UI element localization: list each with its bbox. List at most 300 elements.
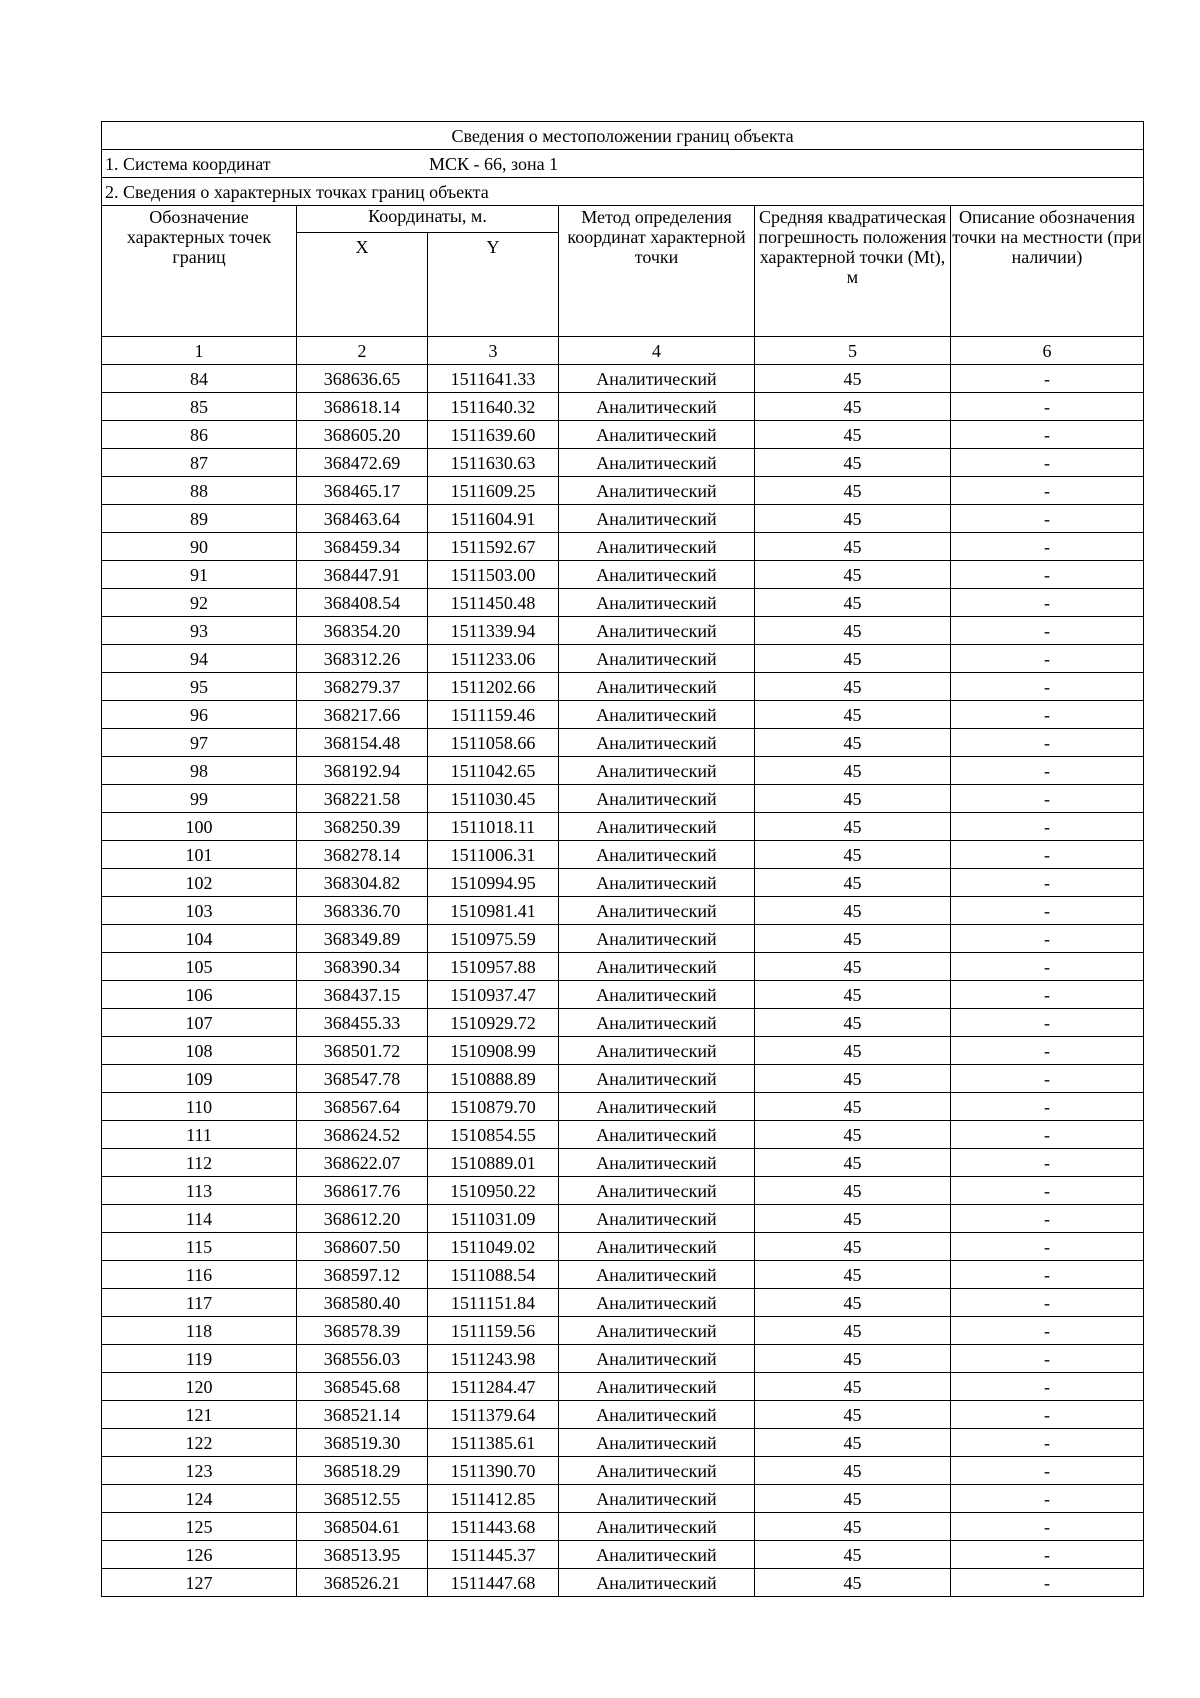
error-cell: 45 [755,1457,951,1485]
error-cell: 45 [755,925,951,953]
point-id-cell: 98 [102,757,297,785]
description-cell: - [951,1569,1144,1597]
point-id-cell: 88 [102,477,297,505]
point-id-cell: 107 [102,1009,297,1037]
error-cell: 45 [755,785,951,813]
description-cell: - [951,1457,1144,1485]
point-id-cell: 97 [102,729,297,757]
y-coord-cell: 1511641.33 [428,365,559,393]
y-coord-cell: 1511445.37 [428,1541,559,1569]
method-cell: Аналитический [559,925,755,953]
method-cell: Аналитический [559,1009,755,1037]
y-coord-cell: 1510908.99 [428,1037,559,1065]
y-coord-cell: 1510879.70 [428,1093,559,1121]
x-coord-cell: 368512.55 [297,1485,428,1513]
point-id-cell: 90 [102,533,297,561]
table-row [102,533,1144,561]
description-cell: - [951,841,1144,869]
table-row [102,1513,1144,1541]
method-cell: Аналитический [559,1317,755,1345]
method-cell: Аналитический [559,1261,755,1289]
table-row [102,1149,1144,1177]
error-cell: 45 [755,449,951,477]
point-id-cell: 96 [102,701,297,729]
x-coord-cell: 368312.26 [297,645,428,673]
method-cell: Аналитический [559,1037,755,1065]
description-cell: - [951,1401,1144,1429]
x-coord-cell: 368624.52 [297,1121,428,1149]
description-cell: - [951,813,1144,841]
x-coord-cell: 368526.21 [297,1569,428,1597]
description-cell: - [951,1513,1144,1541]
method-cell: Аналитический [559,953,755,981]
description-cell: - [951,533,1144,561]
error-cell: 45 [755,757,951,785]
table-row [102,1233,1144,1261]
point-id-cell: 101 [102,841,297,869]
table-row [102,953,1144,981]
method-cell: Аналитический [559,533,755,561]
point-id-cell: 121 [102,1401,297,1429]
table-row [102,1373,1144,1401]
error-cell: 45 [755,1401,951,1429]
x-coord-cell: 368336.70 [297,897,428,925]
x-coord-cell: 368618.14 [297,393,428,421]
description-cell: - [951,701,1144,729]
table-row [102,365,1144,393]
point-id-cell: 119 [102,1345,297,1373]
error-cell: 45 [755,1317,951,1345]
method-cell: Аналитический [559,1205,755,1233]
y-coord-cell: 1510854.55 [428,1121,559,1149]
x-coord-cell: 368578.39 [297,1317,428,1345]
method-cell: Аналитический [559,421,755,449]
table-row [102,1541,1144,1569]
error-cell: 45 [755,1009,951,1037]
point-id-cell: 92 [102,589,297,617]
y-coord-cell: 1511151.84 [428,1289,559,1317]
method-cell: Аналитический [559,1093,755,1121]
y-coord-cell: 1511640.32 [428,393,559,421]
y-coord-cell: 1511018.11 [428,813,559,841]
table-row [102,1569,1144,1597]
y-coord-cell: 1511284.47 [428,1373,559,1401]
method-cell: Аналитический [559,365,755,393]
table-row [102,1457,1144,1485]
point-id-cell: 126 [102,1541,297,1569]
header-method: Метод определения координат характерной точки [559,206,755,337]
point-id-cell: 116 [102,1261,297,1289]
x-coord-cell: 368250.39 [297,813,428,841]
error-cell: 45 [755,1037,951,1065]
point-id-cell: 94 [102,645,297,673]
table-row [102,1009,1144,1037]
x-coord-cell: 368504.61 [297,1513,428,1541]
error-cell: 45 [755,1093,951,1121]
description-cell: - [951,1429,1144,1457]
description-cell: - [951,673,1144,701]
table-row [102,897,1144,925]
y-coord-cell: 1511159.46 [428,701,559,729]
table-title: Сведения о местоположении границ объекта [102,122,1144,150]
description-cell: - [951,589,1144,617]
table-row [102,561,1144,589]
point-id-cell: 120 [102,1373,297,1401]
x-coord-cell: 368304.82 [297,869,428,897]
description-cell: - [951,1205,1144,1233]
description-cell: - [951,869,1144,897]
description-cell: - [951,365,1144,393]
error-cell: 45 [755,1485,951,1513]
description-cell: - [951,1345,1144,1373]
y-coord-cell: 1511609.25 [428,477,559,505]
point-id-cell: 127 [102,1569,297,1597]
error-cell: 45 [755,421,951,449]
description-cell: - [951,393,1144,421]
point-id-cell: 112 [102,1149,297,1177]
coordinate-system-label: 1. Система координат [105,153,271,174]
x-coord-cell: 368513.95 [297,1541,428,1569]
y-coord-cell: 1510994.95 [428,869,559,897]
description-cell: - [951,897,1144,925]
point-id-cell: 95 [102,673,297,701]
table-row [102,617,1144,645]
method-cell: Аналитический [559,1569,755,1597]
y-coord-cell: 1511503.00 [428,561,559,589]
y-coord-cell: 1511243.98 [428,1345,559,1373]
method-cell: Аналитический [559,617,755,645]
y-coord-cell: 1511630.63 [428,449,559,477]
point-id-cell: 103 [102,897,297,925]
table-row [102,477,1144,505]
description-cell: - [951,953,1144,981]
column-number: 6 [951,337,1144,365]
point-id-cell: 122 [102,1429,297,1457]
coordinate-system-row [102,150,1144,178]
x-coord-cell: 368636.65 [297,365,428,393]
point-id-cell: 110 [102,1093,297,1121]
x-coord-cell: 368463.64 [297,505,428,533]
description-cell: - [951,1541,1144,1569]
method-cell: Аналитический [559,589,755,617]
description-cell: - [951,1065,1144,1093]
error-cell: 45 [755,1205,951,1233]
header-y: Y [428,233,559,337]
method-cell: Аналитический [559,673,755,701]
table-row [102,841,1144,869]
method-cell: Аналитический [559,1485,755,1513]
point-id-cell: 113 [102,1177,297,1205]
column-number: 3 [428,337,559,365]
method-cell: Аналитический [559,449,755,477]
header-x: X [297,233,428,337]
method-cell: Аналитический [559,1457,755,1485]
table-row [102,1121,1144,1149]
y-coord-cell: 1511058.66 [428,729,559,757]
y-coord-cell: 1511088.54 [428,1261,559,1289]
x-coord-cell: 368354.20 [297,617,428,645]
error-cell: 45 [755,1121,951,1149]
point-id-cell: 100 [102,813,297,841]
method-cell: Аналитический [559,841,755,869]
header-coordinates: Координаты, м. [297,206,559,233]
table-row [102,645,1144,673]
point-id-cell: 111 [102,1121,297,1149]
point-id-cell: 91 [102,561,297,589]
x-coord-cell: 368622.07 [297,1149,428,1177]
method-cell: Аналитический [559,1541,755,1569]
y-coord-cell: 1510888.89 [428,1065,559,1093]
table-row [102,813,1144,841]
header-error: Средняя квадратическая погрешность положения характерной точки (Mt), м [755,206,951,337]
method-cell: Аналитический [559,981,755,1009]
method-cell: Аналитический [559,1177,755,1205]
error-cell: 45 [755,1569,951,1597]
x-coord-cell: 368278.14 [297,841,428,869]
table-row [102,1093,1144,1121]
table-row [102,1289,1144,1317]
y-coord-cell: 1511379.64 [428,1401,559,1429]
description-cell: - [951,1149,1144,1177]
description-cell: - [951,617,1144,645]
point-id-cell: 84 [102,365,297,393]
column-number: 5 [755,337,951,365]
description-cell: - [951,1233,1144,1261]
table-row [102,673,1144,701]
description-cell: - [951,1093,1144,1121]
error-cell: 45 [755,393,951,421]
error-cell: 45 [755,1541,951,1569]
error-cell: 45 [755,1429,951,1457]
header-description: Описание обозначения точки на местности (при наличии) [951,206,1144,337]
description-cell: - [951,1485,1144,1513]
x-coord-cell: 368390.34 [297,953,428,981]
error-cell: 45 [755,645,951,673]
error-cell: 45 [755,897,951,925]
x-coord-cell: 368192.94 [297,757,428,785]
method-cell: Аналитический [559,813,755,841]
y-coord-cell: 1510929.72 [428,1009,559,1037]
x-coord-cell: 368518.29 [297,1457,428,1485]
table-row [102,785,1144,813]
x-coord-cell: 368221.58 [297,785,428,813]
table-row [102,1485,1144,1513]
error-cell: 45 [755,589,951,617]
method-cell: Аналитический [559,505,755,533]
table-row [102,1037,1144,1065]
description-cell: - [951,1317,1144,1345]
point-id-cell: 89 [102,505,297,533]
error-cell: 45 [755,1261,951,1289]
table-row [102,1345,1144,1373]
table-row [102,393,1144,421]
method-cell: Аналитический [559,1345,755,1373]
error-cell: 45 [755,1233,951,1261]
error-cell: 45 [755,365,951,393]
error-cell: 45 [755,729,951,757]
point-id-cell: 86 [102,421,297,449]
y-coord-cell: 1511006.31 [428,841,559,869]
x-coord-cell: 368447.91 [297,561,428,589]
y-coord-cell: 1510981.41 [428,897,559,925]
error-cell: 45 [755,561,951,589]
table-row [102,757,1144,785]
column-number: 2 [297,337,428,365]
x-coord-cell: 368408.54 [297,589,428,617]
error-cell: 45 [755,841,951,869]
method-cell: Аналитический [559,645,755,673]
method-cell: Аналитический [559,701,755,729]
error-cell: 45 [755,701,951,729]
description-cell: - [951,981,1144,1009]
table-body [102,365,1144,1597]
y-coord-cell: 1511604.91 [428,505,559,533]
description-cell: - [951,1121,1144,1149]
method-cell: Аналитический [559,1429,755,1457]
error-cell: 45 [755,1345,951,1373]
x-coord-cell: 368607.50 [297,1233,428,1261]
method-cell: Аналитический [559,869,755,897]
header-designation: Обозначение характерных точек границ [102,206,297,337]
table-row [102,1261,1144,1289]
x-coord-cell: 368580.40 [297,1289,428,1317]
error-cell: 45 [755,1289,951,1317]
table-row [102,729,1144,757]
method-cell: Аналитический [559,1149,755,1177]
table-row [102,1429,1144,1457]
y-coord-cell: 1511450.48 [428,589,559,617]
y-coord-cell: 1511390.70 [428,1457,559,1485]
method-cell: Аналитический [559,1121,755,1149]
y-coord-cell: 1511412.85 [428,1485,559,1513]
x-coord-cell: 368556.03 [297,1345,428,1373]
x-coord-cell: 368519.30 [297,1429,428,1457]
y-coord-cell: 1511030.45 [428,785,559,813]
x-coord-cell: 368545.68 [297,1373,428,1401]
x-coord-cell: 368521.14 [297,1401,428,1429]
method-cell: Аналитический [559,1373,755,1401]
method-cell: Аналитический [559,1401,755,1429]
x-coord-cell: 368349.89 [297,925,428,953]
y-coord-cell: 1510957.88 [428,953,559,981]
error-cell: 45 [755,981,951,1009]
point-id-cell: 106 [102,981,297,1009]
method-cell: Аналитический [559,897,755,925]
x-coord-cell: 368465.17 [297,477,428,505]
x-coord-cell: 368437.15 [297,981,428,1009]
table-row [102,449,1144,477]
point-id-cell: 93 [102,617,297,645]
y-coord-cell: 1511385.61 [428,1429,559,1457]
y-coord-cell: 1511592.67 [428,533,559,561]
method-cell: Аналитический [559,1513,755,1541]
method-cell: Аналитический [559,393,755,421]
point-id-cell: 117 [102,1289,297,1317]
table-row [102,925,1144,953]
table-row [102,1177,1144,1205]
description-cell: - [951,505,1144,533]
table-row [102,1205,1144,1233]
error-cell: 45 [755,1513,951,1541]
y-coord-cell: 1510950.22 [428,1177,559,1205]
point-id-cell: 108 [102,1037,297,1065]
point-id-cell: 123 [102,1457,297,1485]
table-row [102,1317,1144,1345]
description-cell: - [951,1261,1144,1289]
table-row [102,421,1144,449]
table-row [102,589,1144,617]
error-cell: 45 [755,1149,951,1177]
error-cell: 45 [755,1373,951,1401]
table-row [102,1401,1144,1429]
description-cell: - [951,757,1144,785]
error-cell: 45 [755,1065,951,1093]
x-coord-cell: 368567.64 [297,1093,428,1121]
error-cell: 45 [755,533,951,561]
error-cell: 45 [755,953,951,981]
x-coord-cell: 368279.37 [297,673,428,701]
table-row [102,505,1144,533]
x-coord-cell: 368472.69 [297,449,428,477]
point-id-cell: 109 [102,1065,297,1093]
description-cell: - [951,785,1144,813]
method-cell: Аналитический [559,561,755,589]
method-cell: Аналитический [559,1065,755,1093]
description-cell: - [951,645,1144,673]
description-cell: - [951,421,1144,449]
point-id-cell: 124 [102,1485,297,1513]
description-cell: - [951,1009,1144,1037]
boundary-points-table [101,121,1144,1597]
x-coord-cell: 368154.48 [297,729,428,757]
point-id-cell: 114 [102,1205,297,1233]
error-cell: 45 [755,1177,951,1205]
point-id-cell: 99 [102,785,297,813]
description-cell: - [951,1177,1144,1205]
column-number: 1 [102,337,297,365]
y-coord-cell: 1511159.56 [428,1317,559,1345]
description-cell: - [951,729,1144,757]
method-cell: Аналитический [559,477,755,505]
table-row [102,981,1144,1009]
y-coord-cell: 1511049.02 [428,1233,559,1261]
point-id-cell: 118 [102,1317,297,1345]
x-coord-cell: 368455.33 [297,1009,428,1037]
method-cell: Аналитический [559,1233,755,1261]
method-cell: Аналитический [559,729,755,757]
point-id-cell: 85 [102,393,297,421]
y-coord-cell: 1510975.59 [428,925,559,953]
description-cell: - [951,449,1144,477]
y-coord-cell: 1511202.66 [428,673,559,701]
x-coord-cell: 368597.12 [297,1261,428,1289]
y-coord-cell: 1511339.94 [428,617,559,645]
x-coord-cell: 368547.78 [297,1065,428,1093]
method-cell: Аналитический [559,1289,755,1317]
y-coord-cell: 1511031.09 [428,1205,559,1233]
description-cell: - [951,925,1144,953]
point-id-cell: 115 [102,1233,297,1261]
y-coord-cell: 1511447.68 [428,1569,559,1597]
error-cell: 45 [755,869,951,897]
table-row [102,869,1144,897]
description-cell: - [951,477,1144,505]
x-coord-cell: 368605.20 [297,421,428,449]
point-id-cell: 102 [102,869,297,897]
y-coord-cell: 1510889.01 [428,1149,559,1177]
point-id-cell: 87 [102,449,297,477]
y-coord-cell: 1511639.60 [428,421,559,449]
